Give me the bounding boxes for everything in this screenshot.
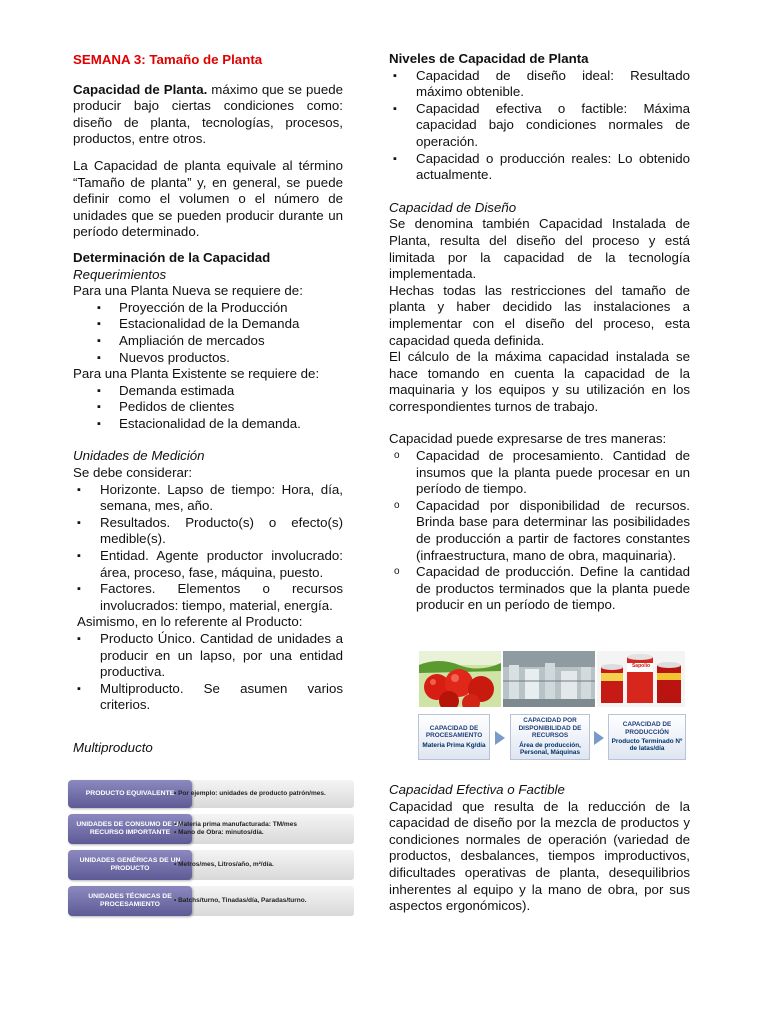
consider-list — [73, 482, 343, 615]
flow-box-title: CAPACIDAD DE PRODUCCIÓN — [622, 721, 672, 736]
capacity-photos — [419, 651, 685, 707]
resources-capacity-box — [510, 714, 590, 760]
left-column — [73, 50, 343, 757]
list-item: ▪ Pedidos de clientes — [73, 399, 343, 416]
effective-capacity-section — [389, 782, 690, 915]
design-paragraph: Se denomina también Capacidad Instalada de Planta, resulta del diseño del proceso y está limitada por la capacidad de la tecnología implementada. — [389, 216, 690, 282]
product-list — [73, 631, 343, 714]
multiproduct-label: UNIDADES GENÉRICAS DE UN PRODUCTO — [68, 850, 192, 880]
list-item: ▪ Proyección de la Producción — [73, 300, 343, 317]
list-item: ▪ Capacidad de diseño ideal: Resultado máximo obtenible. — [389, 68, 690, 101]
list-item: o Capacidad de producción. Define la cantidad de productos terminados que la planta puede producir en un período de tiempo. — [389, 564, 690, 614]
list-item: ▪ Estacionalidad de la Demanda — [73, 316, 343, 333]
existing-plant-intro: Para una Planta Existente se requiere de: — [73, 366, 320, 382]
effective-heading: Capacidad Efectiva o Factible — [389, 782, 565, 797]
multiproduct-detail: • Batchs/turno, Tinadas/día, Paradas/turno. — [174, 897, 350, 905]
flow-box-title: CAPACIDAD DE PROCESAMIENTO — [425, 724, 483, 740]
list-item: ▪ Capacidad o producción reales: Lo obtenido actualmente. — [389, 151, 690, 184]
levels-heading: Niveles de Capacidad de Planta — [389, 51, 589, 66]
consider-intro: Se debe considerar: — [73, 465, 193, 481]
units-heading: Unidades de Medición — [73, 448, 205, 464]
list-item: ▪ Resultados. Producto(s) o efecto(s) medible(s). — [73, 515, 343, 548]
list-item: ▪ Capacidad efectiva o factible: Máxima capacidad bajo condiciones normales de operación. — [389, 101, 690, 151]
list-item: ▪ Estacionalidad de la demanda. — [73, 416, 343, 433]
multiproduct-label: UNIDADES DE CONSUMO DE UN RECURSO IMPORTANTE — [68, 814, 192, 844]
multiproduct-diagram — [68, 780, 354, 922]
determination-heading: Determinación de la Capacidad — [73, 249, 271, 265]
requirements-heading: Requerimientos — [73, 266, 167, 282]
multiproduct-detail: • Materia prima manufacturada: TM/mes — [174, 821, 350, 829]
multiproduct-row — [68, 814, 354, 844]
flow-box-title: CAPACIDAD POR DISPONIBILIDAD DE RECURSOS — [518, 717, 582, 740]
flow-box-subtitle: Área de producción, Personal, Máquinas — [519, 741, 581, 757]
multiproduct-label: PRODUCTO EQUIVALENTE — [68, 780, 192, 808]
flow-box-subtitle: Materia Prima Kg/día — [422, 741, 486, 749]
list-item: ▪ Ampliación de mercados — [73, 333, 343, 350]
can-brand-label: Sapolio — [631, 663, 651, 669]
list-item: ▪ Producto Único. Cantidad de unidades a producir en un lapso, por una entidad productiva. — [73, 631, 343, 681]
capacity-definition — [73, 82, 343, 148]
multiproduct-row — [68, 886, 354, 916]
multiproduct-row — [68, 780, 354, 808]
list-item: ▪ Entidad. Agente productor involucrado: área, proceso, fase, máquina, puesto. — [73, 548, 343, 581]
new-plant-intro: Para una Planta Nueva se requiere de: — [73, 283, 303, 299]
design-paragraph: Hechas todas las restricciones del tamaño de planta y haber decidido las instalaciones a implementar con el diseño del proceso, esta capacidad queda definida. — [389, 282, 690, 348]
page-title: SEMANA 3: Tamaño de Planta — [73, 52, 263, 67]
existing-plant-list — [73, 383, 343, 433]
list-item: ▪ Horizonte. Lapso de tiempo: Hora, día, semana, mes, año. — [73, 482, 343, 515]
tomatoes-photo — [419, 651, 501, 707]
list-item: ▪ Factores. Elementos o recursos involucrados: tiempo, material, energía. — [73, 581, 343, 614]
multiproduct-row — [68, 850, 354, 880]
cans-photo — [597, 651, 685, 707]
capacity-text: máximo que se puede producir bajo ciertas condiciones como: diseño de planta, tecnologías, procesos, productos, entre otros. — [73, 81, 344, 147]
production-capacity-box — [608, 714, 686, 760]
list-item: ▪ Nuevos productos. — [73, 350, 343, 367]
design-paragraph: El cálculo de la máxima capacidad instalada se hace tomando en cuenta la capacidad de la maquinaria y los equipos y su utilización en los correspondientes turnos de trabajo. — [389, 349, 690, 414]
factory-photo — [503, 651, 595, 707]
list-item: o Capacidad de procesamiento. Cantidad de insumos que la planta puede procesar en un período de tiempo. — [389, 448, 690, 498]
right-column — [389, 50, 690, 614]
product-intro: Asimismo, en lo referente al Producto: — [77, 614, 303, 630]
capacity-label: Capacidad de Planta. — [73, 81, 208, 97]
multiproduct-detail: • Por ejemplo: unidades de producto patrón/mes. — [174, 790, 350, 798]
effective-paragraph: Capacidad que resulta de la reducción de la capacidad de diseño por la mezcla de productos y condiciones normales de operación (variedad de productos, desbalances, tiempos improductivos, dificultades operativas de planta, desequilibrios inherentes al equipo y la mano de obra, por sus aspectos ergonómicos). — [389, 798, 690, 914]
arrow-right-icon — [495, 731, 505, 745]
new-plant-list — [73, 300, 343, 366]
multiproduct-detail: • Metros/mes, Litros/año, m²/día. — [174, 861, 350, 869]
list-item: ▪ Demanda estimada — [73, 383, 343, 400]
three-ways-list — [389, 448, 690, 614]
flow-box-subtitle: Producto Terminado Nº de latas/día — [611, 738, 683, 753]
multiproduct-heading: Multiproducto — [73, 739, 153, 755]
list-item: ▪ Multiproducto. Se asumen varios criterios. — [73, 681, 343, 714]
capacity-flow-diagram — [418, 714, 686, 762]
arrow-right-icon — [594, 731, 604, 745]
multiproduct-detail: • Mano de Obra: minutos/día. — [174, 829, 350, 837]
processing-capacity-box — [418, 714, 490, 760]
three-ways-intro: Capacidad puede expresarse de tres maneras: — [389, 431, 667, 447]
list-item: o Capacidad por disponibilidad de recursos. Brinda base para determinar las posibilidades de producción a partir de factores constantes (infraestructura, mano de obra, maquinaria). — [389, 498, 690, 564]
levels-list — [389, 68, 690, 184]
design-heading: Capacidad de Diseño — [389, 199, 517, 215]
multiproduct-label: UNIDADES TÉCNICAS DE PROCESAMIENTO — [68, 886, 192, 916]
equivalence-paragraph: La Capacidad de planta equivale al término “Tamaño de planta” y, en general, se puede definir como el volumen o el número de unidades que se pueden producir durante un período determinado. — [73, 157, 343, 240]
